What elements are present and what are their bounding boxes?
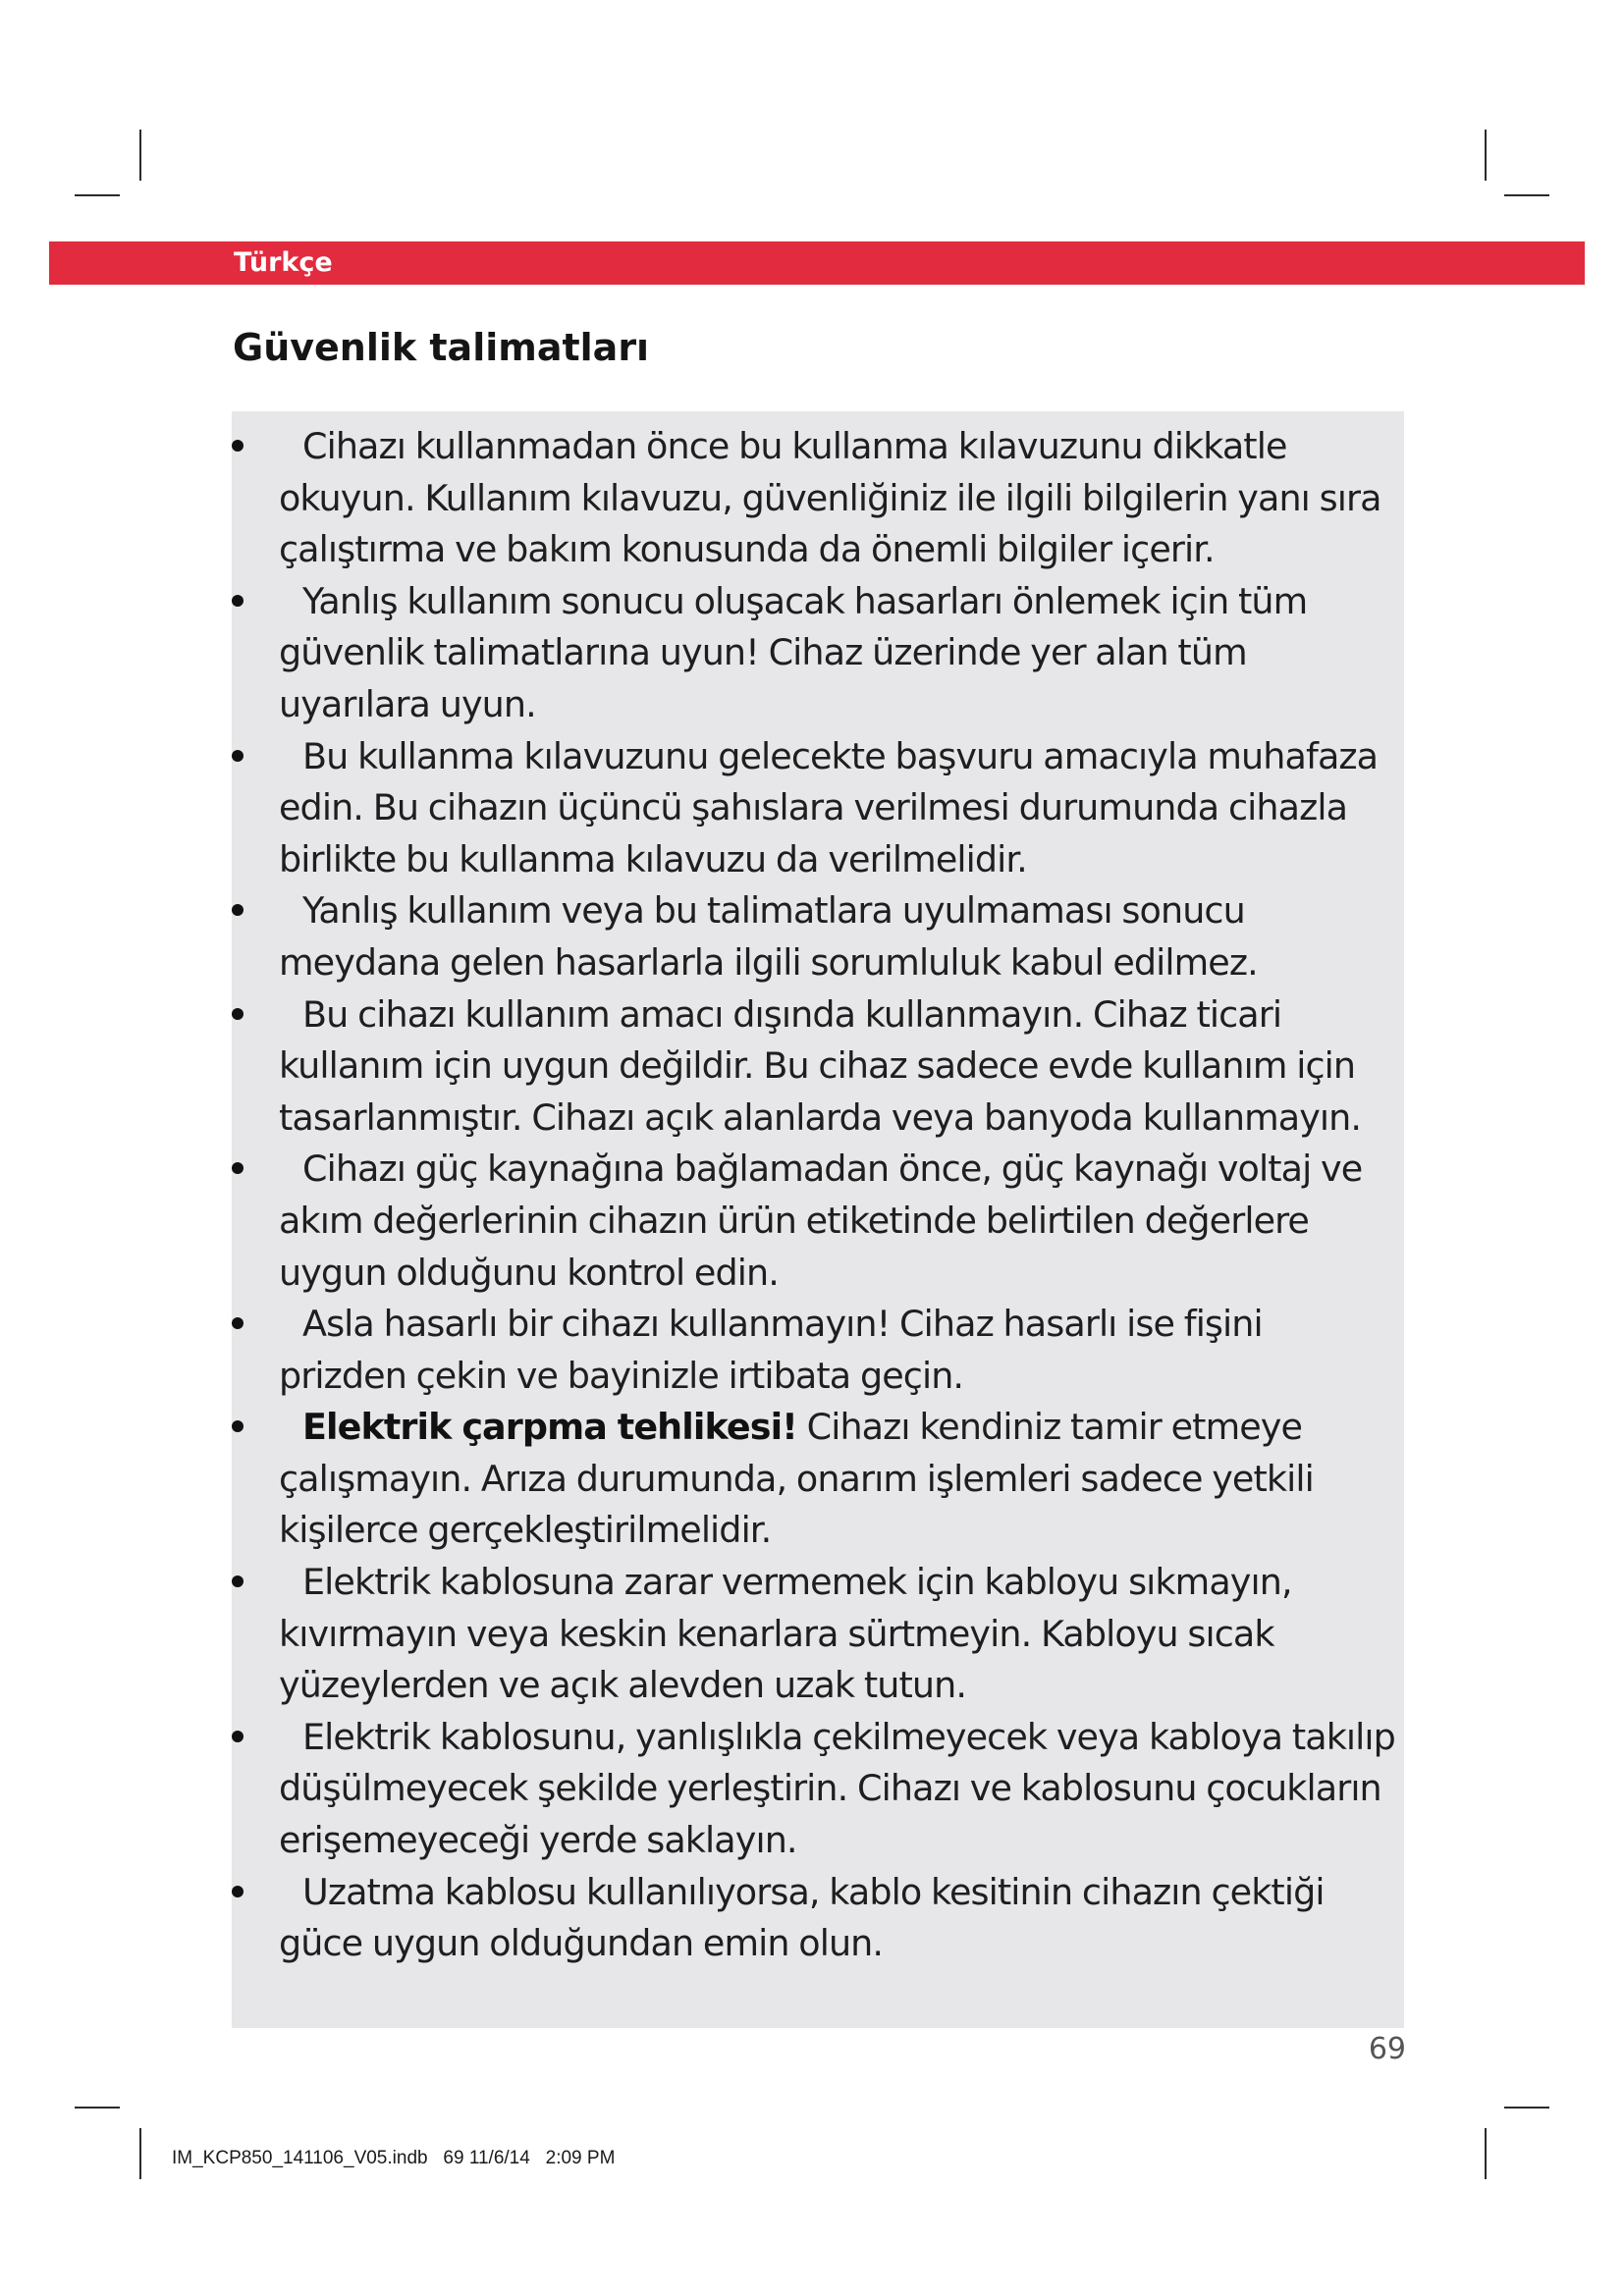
- bullet-icon: [232, 904, 244, 916]
- crop-mark-bottom-left-vertical: [139, 2128, 141, 2179]
- bullet-icon: [232, 1317, 244, 1329]
- list-item-text: [279, 1712, 1398, 1867]
- safety-instructions-panel: [232, 411, 1404, 2028]
- crop-mark-top-left-vertical: [139, 130, 141, 181]
- list-item: [232, 1557, 1404, 1712]
- bullet-icon: [232, 1886, 244, 1897]
- list-item-text: [279, 576, 1398, 731]
- list-item-text: [279, 1299, 1398, 1402]
- print-slug: IM_KCP850_141106_V05.indb 69 11/6/14 2:09 PM: [172, 2148, 616, 2168]
- list-item-body: Yanlış kullanım sonucu oluşacak hasarları önlemek için tüm güvenlik talimatlarına uyun! Cihaz üzerinde yer alan tüm uyarılara uyun.: [279, 579, 1308, 725]
- list-item-text: [279, 1402, 1398, 1557]
- bullet-icon: [232, 1575, 244, 1587]
- list-item: [232, 885, 1404, 988]
- list-item: [232, 1299, 1404, 1402]
- list-item: [232, 1867, 1404, 1970]
- list-item: [232, 1712, 1404, 1867]
- crop-mark-top-right-horizontal: [1504, 194, 1549, 196]
- list-item: [232, 1402, 1404, 1557]
- list-item-text: [279, 1144, 1398, 1299]
- list-item-body: Uzatma kablosu kullanılıyorsa, kablo kesitinin cihazın çektiği güce uygun olduğundan emin olun.: [279, 1870, 1325, 1965]
- crop-mark-top-left-horizontal: [75, 194, 120, 196]
- list-item: [232, 731, 1404, 886]
- list-item-body: Asla hasarlı bir cihazı kullanmayın! Cihaz hasarlı ise fişini prizden çekin ve bayinizle irtibata geçin.: [279, 1303, 1263, 1397]
- warning-lead: Elektrik çarpma tehlikesi!: [302, 1406, 797, 1449]
- page-number: 69: [1368, 2032, 1406, 2066]
- list-item-text: [279, 1557, 1398, 1712]
- list-item-body: Cihazı kullanmadan önce bu kullanma kılavuzunu dikkatle okuyun. Kullanım kılavuzu, güvenliğiniz ile ilgili bilgilerin yanı sıra çalıştırma ve bakım konusunda da önemli bilgiler içerir.: [279, 425, 1381, 571]
- safety-instructions-list: [232, 421, 1404, 1970]
- crop-mark-bottom-right-vertical: [1485, 2128, 1487, 2179]
- bullet-icon: [232, 595, 244, 607]
- list-item-body: Elektrik kablosunu, yanlışlıkla çekilmeyecek veya kabloya takılıp düşülmeyecek şekilde yerleştirin. Cihazı ve kablosunu çocukların erişemeyeceği yerde saklayın.: [279, 1715, 1395, 1862]
- list-item-text: [279, 989, 1398, 1145]
- bullet-icon: [232, 1162, 244, 1174]
- list-item: [232, 989, 1404, 1145]
- list-item-text: [279, 885, 1398, 988]
- bullet-icon: [232, 1731, 244, 1742]
- list-item-text: [279, 421, 1398, 576]
- list-item-body: Elektrik kablosuna zarar vermemek için kabloyu sıkmayın, kıvırmayın veya keskin kenarlara sürtmeyin. Kabloyu sıcak yüzeylerden ve açık alevden uzak tutun.: [279, 1561, 1292, 1707]
- bullet-icon: [232, 1008, 244, 1020]
- list-item: [232, 1144, 1404, 1299]
- crop-mark-top-right-vertical: [1485, 130, 1487, 181]
- list-item-body: Bu kullanma kılavuzunu gelecekte başvuru amacıyla muhafaza edin. Bu cihazın üçüncü şahıslara verilmesi durumunda cihazla birlikte bu kullanma kılavuzu da verilmelidir.: [279, 734, 1379, 881]
- language-label: Türkçe: [234, 247, 333, 278]
- list-item-body: Bu cihazı kullanım amacı dışında kullanmayın. Cihaz ticari kullanım için uygun değildir. Bu cihaz sadece evde kullanım için tasarlanmıştır. Cihazı açık alanlarda veya banyoda kullanmayın.: [279, 992, 1362, 1139]
- page-title: Güvenlik talimatları: [233, 326, 650, 369]
- list-item-body: Cihazı güç kaynağına bağlamadan önce, güç kaynağı voltaj ve akım değerlerinin cihazın ürün etiketinde belirtilen değerlere uygun olduğunu kontrol edin.: [279, 1148, 1363, 1294]
- list-item: [232, 421, 1404, 576]
- list-item: [232, 576, 1404, 731]
- crop-mark-bottom-right-horizontal: [1504, 2107, 1549, 2109]
- list-item-text: [279, 731, 1398, 886]
- bullet-icon: [232, 750, 244, 762]
- list-item-body: Yanlış kullanım veya bu talimatlara uyulmaması sonucu meydana gelen hasarlarla ilgili sorumluluk kabul edilmez.: [279, 889, 1258, 984]
- bullet-icon: [232, 1420, 244, 1432]
- crop-mark-bottom-left-horizontal: [75, 2107, 120, 2109]
- bullet-icon: [232, 440, 244, 452]
- list-item-body: Cihazı kendiniz tamir etmeye çalışmayın. Arıza durumunda, onarım işlemleri sadece yetkili kişilerce gerçekleştirilmelidir.: [279, 1406, 1314, 1552]
- list-item-text: [279, 1867, 1398, 1970]
- language-header-bar: [49, 241, 1585, 285]
